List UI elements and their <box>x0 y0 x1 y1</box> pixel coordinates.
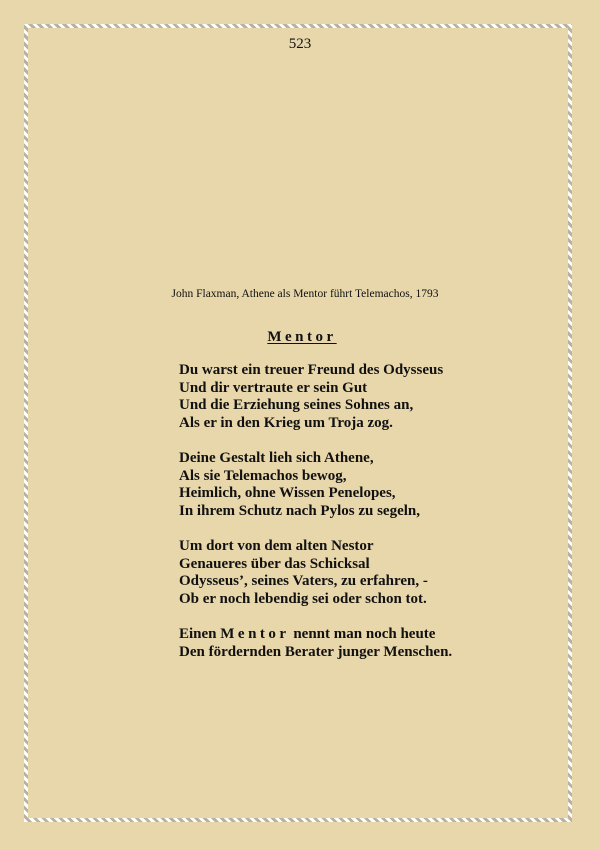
poem-line: Und dir vertraute er sein Gut <box>179 379 368 396</box>
poem-stanza-1 <box>179 362 539 432</box>
poem-stanza-3 <box>179 538 539 608</box>
poem-body <box>179 362 539 679</box>
poem-stanza-2 <box>179 450 539 520</box>
mentor-emphasis: Mentor <box>220 626 290 642</box>
poem-line: Um dort von dem alten Nestor <box>179 538 374 554</box>
poem-title-text: Mentor <box>267 329 337 345</box>
poem-line: Als sie Telemachos bewog, <box>179 467 347 484</box>
poem-line: Den fördernden Berater junger Menschen. <box>179 643 453 660</box>
poem-line: In ihrem Schutz nach Pylos zu segeln, <box>179 502 420 519</box>
poem-title <box>0 329 600 346</box>
poem-line: Odysseus’, seines Vaters, zu erfahren, - <box>179 573 428 589</box>
poem-line: Als er in den Krieg um Troja zog. <box>179 414 393 431</box>
poem-line: Und die Erziehung seines Sohnes an, <box>179 397 414 413</box>
page-number: 523 <box>288 36 312 52</box>
poem-line <box>179 626 539 644</box>
poem-line-prefix: Einen <box>179 626 221 642</box>
poem-line: Deine Gestalt lieh sich Athene, <box>179 450 374 466</box>
poem-line: Du warst ein treuer Freund des Odysseus <box>179 362 444 378</box>
image-caption: John Flaxman, Athene als Mentor führt Telemachos, 1793 <box>171 288 439 300</box>
poem-line-suffix: nennt man noch heute <box>289 626 436 642</box>
poem-line: Genaueres über das Schicksal <box>179 555 370 572</box>
poem-line: Heimlich, ohne Wissen Penelopes, <box>179 485 396 501</box>
poem-line: Ob er noch lebendig sei oder schon tot. <box>179 590 427 607</box>
poem-stanza-4 <box>179 626 539 661</box>
